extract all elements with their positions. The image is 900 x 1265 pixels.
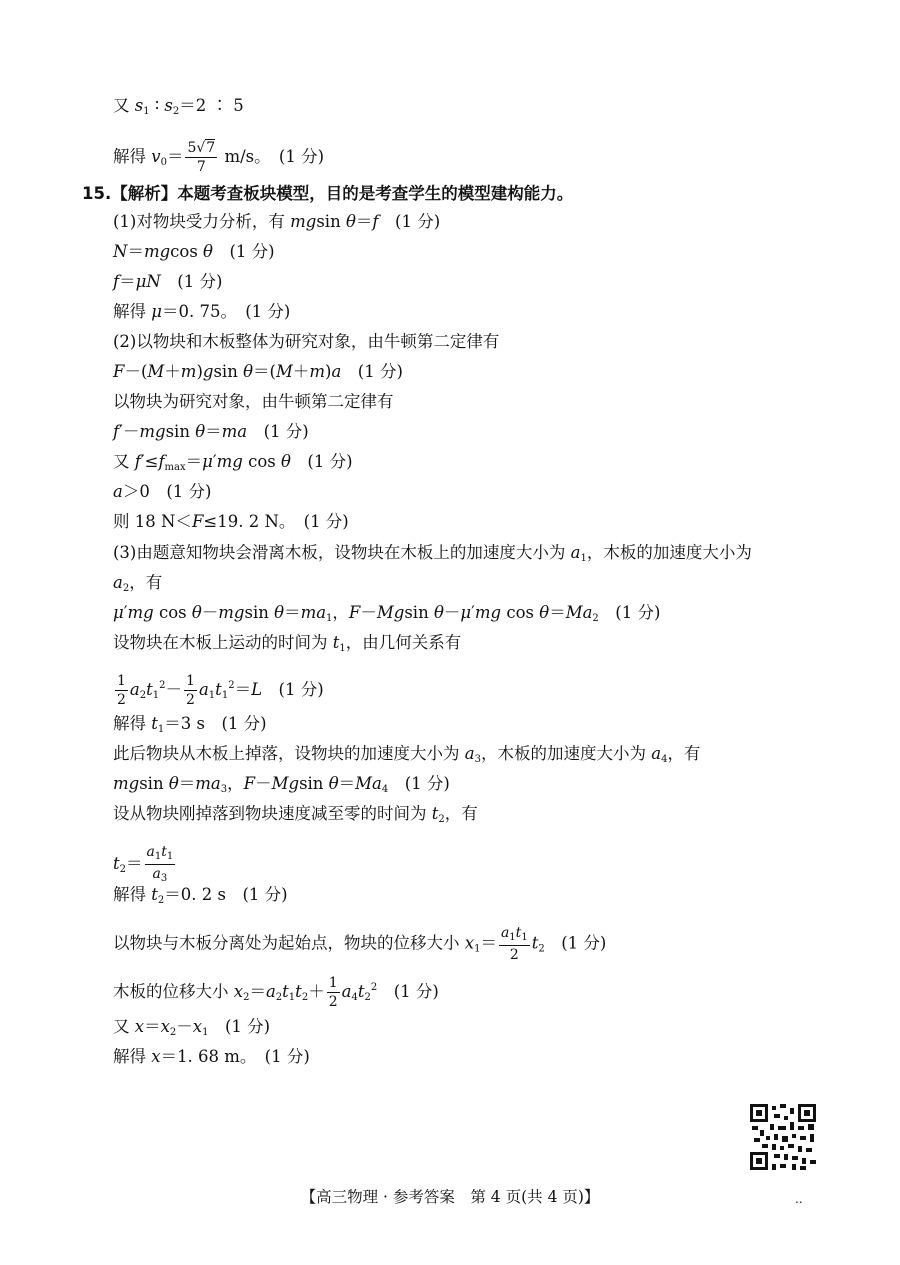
line-mu-result: 解得 μ＝0. 75。 (1 分) [113,302,291,321]
line-v0: 解得 $v_0=$ $\frac{5√7}{7}$ m/s。 (1 分) [113,140,325,175]
section-heading [82,180,573,204]
line-t1-intro: 设物块在木板上运动的时间为 $t_1$，由几何关系有 [113,633,462,654]
line-part3-intro: (3)由题意知物块会滑离木板，设物块在木板上的加速度大小为 $a_1$，木板的加速度大小为 [113,543,752,564]
line-x-diff: 又 $x=x_2-x_1$ (1 分) [113,1017,271,1038]
line-a-positive: a＞0 (1 分) [113,482,212,501]
line-t1-result: 解得 $t_1=3$ s (1 分) [113,714,267,735]
section-heading-text: 【解析】本题考查板块模型，目的是考查学生的模型建构能力。 [111,184,574,203]
line-part2-intro: (2)以物块和木板整体为研究对象，由牛顿第二定律有 [113,332,500,351]
corner-mark: .. [795,1192,803,1206]
line-a2: $a_2$，有 [113,573,163,594]
line-t2-result: 解得 $t_2=0$. 2 s (1 分) [113,885,288,906]
line-friction: f＝μN (1 分) [113,272,223,291]
line-whole-eq: F－(M＋m)gsin θ＝(M＋m)a (1 分) [113,362,403,381]
line-ratio: 又 $s_1$ ∶ $s_2=2$ ∶ 5 [113,96,244,117]
line-fall-intro: 此后物块从木板上掉落，设物块的加速度大小为 $a_3$，木板的加速度大小为 $a_4$，有 [113,744,701,765]
section-number: 15. [82,184,112,203]
line-normal-force: N＝mgcos θ (1 分) [113,242,275,261]
line-fmax: 又 $f'\le f_{max}=\mu'mg$ cos θ (1 分) [113,452,353,473]
line-t2-eq: $t_2=$ $\frac{a_1t_1}{a_3}$ [113,844,174,884]
line-fall-eqs: mgsin $\theta=ma_3$，F－Mgsin $\theta=Ma_4$ (1 分) [113,774,450,795]
line-F-range: 则 18 N＜F≤19. 2 N。 (1 分) [113,512,349,531]
line-acc-eqs: μ′mg cos θ－mgsin $\theta=ma_1$，F－Mgsin θ－μ′mg $\cos \theta=Ma_2$ (1 分) [113,603,661,624]
line-geometry-eq: $\frac{1}{2}$ $a_2t_1^2-$ $\frac{1}{2}$ $a_1t_1^2=L$ (1 分) [117,673,324,708]
line-force-analysis: (1)对物块受力分析，有 mgsin θ＝f (1 分) [113,212,441,231]
line-t2-intro: 设从物块刚掉落到物块速度减至零的时间为 $t_2$，有 [113,804,478,825]
line-x-result: 解得 x＝1. 68 m。 (1 分) [113,1047,310,1066]
qr-code-icon [750,1104,816,1170]
page-footer: 【高三物理 · 参考答案 第 4 页(共 4 页)】 [300,1188,600,1206]
line-block-eq: f′－mgsin θ＝ma (1 分) [113,422,309,441]
line-x2: 木板的位移大小 $x_2=a_2t_1t_2+$ $\frac{1}{2}$ $a_4t_2^2$ (1 分) [113,975,439,1010]
line-block-intro: 以物块为研究对象，由牛顿第二定律有 [113,392,394,411]
line-x1: 以物块与木板分离处为起始点，物块的位移大小 $x_1=$ $\frac{a_1t_1}{2}$ $t_2$ (1 分) [113,925,607,963]
